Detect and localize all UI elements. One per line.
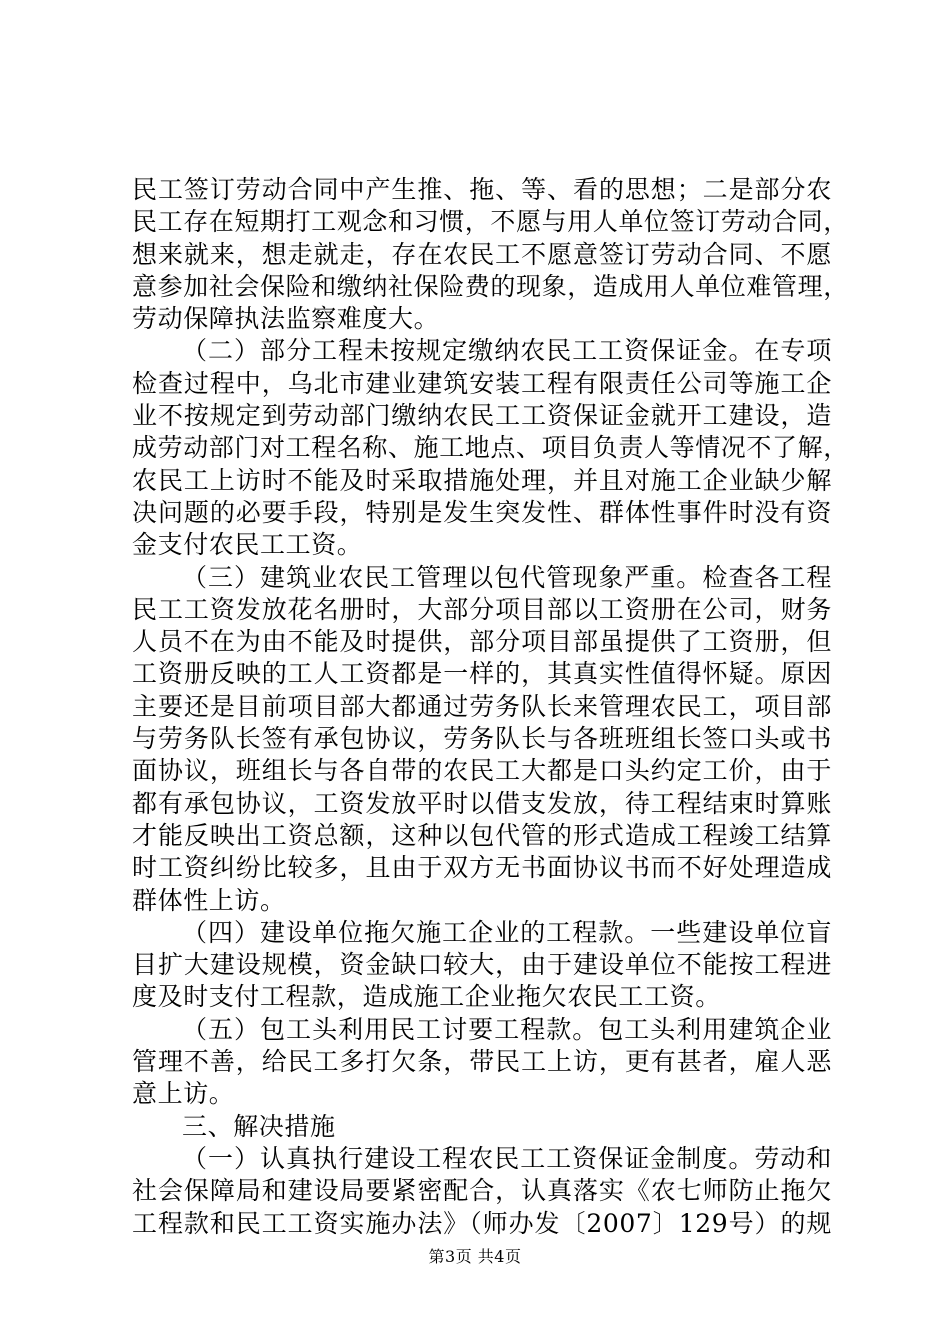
- text-line: 民工工资发放花名册时，大部分项目部以工资册在公司，财务: [132, 594, 832, 624]
- text-line: 工资册反映的工人工资都是一样的，其真实性值得怀疑。原因: [132, 659, 832, 689]
- text-line: 目扩大建设规模，资金缺口较大，由于建设单位不能按工程进: [132, 950, 832, 980]
- text-line: 成劳动部门对工程名称、施工地点、项目负责人等情况不了解，: [132, 433, 849, 463]
- text-line: 才能反映出工资总额，这种以包代管的形式造成工程竣工结算: [132, 820, 832, 850]
- text-line: 人员不在为由不能及时提供，部分项目部虽提供了工资册，但: [132, 627, 832, 657]
- text-line: 决问题的必要手段，特别是发生突发性、群体性事件时没有资: [132, 497, 832, 527]
- text-line: 意参加社会保险和缴纳社保险费的现象，造成用人单位难管理，: [132, 271, 849, 301]
- text-line: （三）建筑业农民工管理以包代管现象严重。检查各工程: [182, 562, 832, 592]
- text-line: 度及时支付工程款，造成施工企业拖欠农民工工资。: [132, 982, 721, 1012]
- document-body: [132, 174, 849, 1240]
- text-line: 金支付农民工工资。: [132, 530, 363, 560]
- text-line: 民工存在短期打工观念和习惯，不愿与用人单位签订劳动合同，: [132, 207, 849, 237]
- text-line: 三、解决措施: [182, 1111, 336, 1141]
- text-line: 主要还是目前项目部大都通过劳务队长来管理农民工，项目部: [132, 691, 832, 721]
- text-line: 想来就来，想走就走，存在农民工不愿意签订劳动合同、不愿: [132, 239, 832, 269]
- text-line: 检查过程中，乌北市建业建筑安装工程有限责任公司等施工企: [132, 368, 832, 398]
- text-line: 民工签订劳动合同中产生推、拖、等、看的思想；二是部分农: [132, 175, 832, 204]
- text-line: （四）建设单位拖欠施工企业的工程款。一些建设单位盲: [182, 917, 832, 947]
- text-line: 都有承包协议，工资发放平时以借支发放，待工程结束时算账: [132, 788, 832, 818]
- text-line: 劳动保障执法监察难度大。: [132, 304, 440, 334]
- page-footer: 第3页 共4页: [428, 1247, 522, 1266]
- text-line: （一）认真执行建设工程农民工工资保证金制度。劳动和: [182, 1143, 832, 1173]
- text-line: 意上访。: [132, 1079, 235, 1109]
- text-line: 业不按规定到劳动部门缴纳农民工工资保证金就开工建设，造: [132, 401, 832, 431]
- text-line: 与劳务队长签有承包协议，劳务队长与各班班组长签口头或书: [132, 724, 832, 754]
- text-line: 农民工上访时不能及时采取措施处理，并且对施工企业缺少解: [132, 465, 832, 495]
- text-line: 社会保障局和建设局要紧密配合，认真落实《农七师防止拖欠: [132, 1176, 832, 1206]
- text-line: 时工资纠纷比较多，且由于双方无书面协议书而不好处理造成: [132, 853, 832, 883]
- text-line: 管理不善，给民工多打欠条，带民工上访，更有甚者，雇人恶: [132, 1047, 832, 1077]
- text-line: 工程款和民工工资实施办法》（师办发〔2007〕129号）的规: [132, 1208, 832, 1238]
- text-line: （五）包工头利用民工讨要工程款。包工头利用建筑企业: [182, 1014, 832, 1044]
- text-line: 群体性上访。: [132, 885, 286, 915]
- text-line: 面协议，班组长与各自带的农民工大都是口头约定工价，由于: [132, 756, 832, 786]
- text-line: （二）部分工程未按规定缴纳农民工工资保证金。在专项: [182, 336, 832, 366]
